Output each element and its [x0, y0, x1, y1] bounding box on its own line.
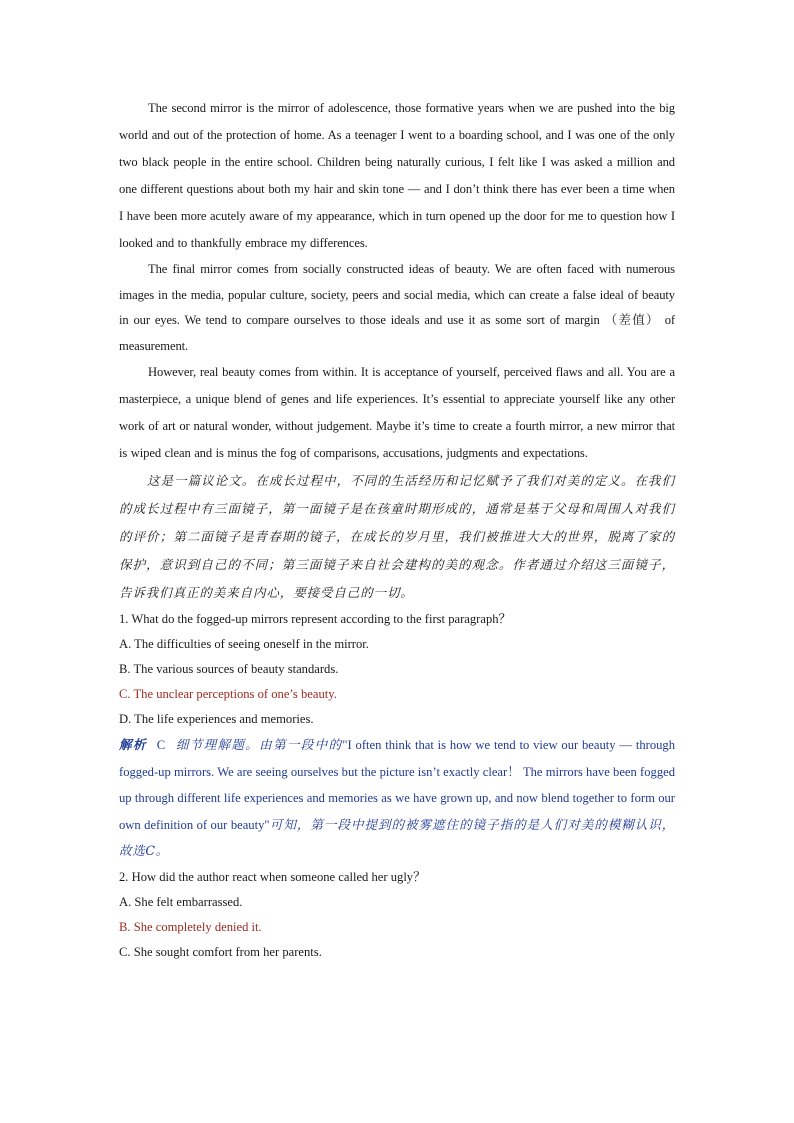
question-2: 2. How did the author react when someone called her ugly？ [119, 869, 426, 884]
analysis-tag: 解析 [119, 737, 147, 752]
analysis-answer: C [156, 738, 166, 752]
analysis-conclusion: 可知，第一段中提到的被雾遮住的镜子指的是人们对美的模糊认识，故选C。 [119, 816, 675, 858]
summary-cn: 这是一篇议论文。在成长过程中，不同的生活经历和记忆赋予了我们对美的定义。在我们的成长过程中有三面镜子，第一面镜子是在孩童时期形成的，通常是基于父母和周围人对我们的评价；第二面镜子是青春期的镜子，在成长的岁月里，我们被推进大大的世界，脱离了家的保护，意识到自己的不同；第三面镜子来自社会建构的美的观念。作者通过介绍这三面镜子，告诉我们真正的美来自内心，要接受自己的一切。 [119, 473, 675, 600]
q1-option-d: D. The life experiences and memories. [119, 712, 314, 726]
q2-option-c: C. She sought comfort from her parents. [119, 944, 322, 959]
q1-option-c-answer: C. The unclear perceptions of one’s beauty. [119, 687, 337, 701]
passage-paragraph-2: The second mirror is the mirror of adolescence, those formative years when we are pushed into the big world and out of the protection of home. As a teenager I went to a boarding school, and I was one of the only two black people in the entire school. Children being naturally curious, I felt like I was asked a million and one different questions about both my hair and skin tone — and I don’t think there has ever been a time when I have been more acutely aware of my appearance, which in turn opened up the door for me to question how I looked and to thankfully embrace my differences. [119, 101, 675, 250]
document-page [119, 95, 675, 965]
q1-analysis [119, 732, 675, 865]
q1-option-a: A. The difficulties of seeing oneself in the mirror. [119, 637, 369, 651]
analysis-quote: "I often think that is how we tend to view our beauty — through fogged-up mirrors. We are seeing ourselves but the picture isn’t exactly clear！ The mirrors have been fogged up through different life experiences and memories as we have grown up, and now blend together to form our own definition of our beauty" [119, 738, 676, 832]
q2-option-a: A. She felt embarrassed. [119, 894, 243, 909]
analysis-type: 细节理解题。由第一段中的 [175, 737, 343, 752]
passage-paragraph-3: The final mirror comes from socially constructed ideas of beauty. We are often faced with numerous images in the media, popular culture, society, peers and social media, which can create a false ideal of beauty in our eyes. We tend to compare ourselves to those ideals and use it as some sort of margin （差值） of measurement. [119, 262, 675, 353]
q1-option-b: B. The various sources of beauty standards. [119, 662, 339, 676]
passage-paragraph-4: However, real beauty comes from within. It is acceptance of yourself, perceived flaws and all. You are a masterpiece, a unique blend of genes and life experiences. It’s essential to appreciate yourself like any other work of art or natural wonder, without judgement. Maybe it’s time to create a fourth mirror, a new mirror that is wiped clean and is minus the fog of comparisons, accusations, judgments and expectations. [119, 365, 675, 460]
question-1: 1. What do the fogged-up mirrors represent according to the first paragraph？ [119, 612, 512, 626]
q2-option-b-answer: B. She completely denied it. [119, 919, 262, 934]
